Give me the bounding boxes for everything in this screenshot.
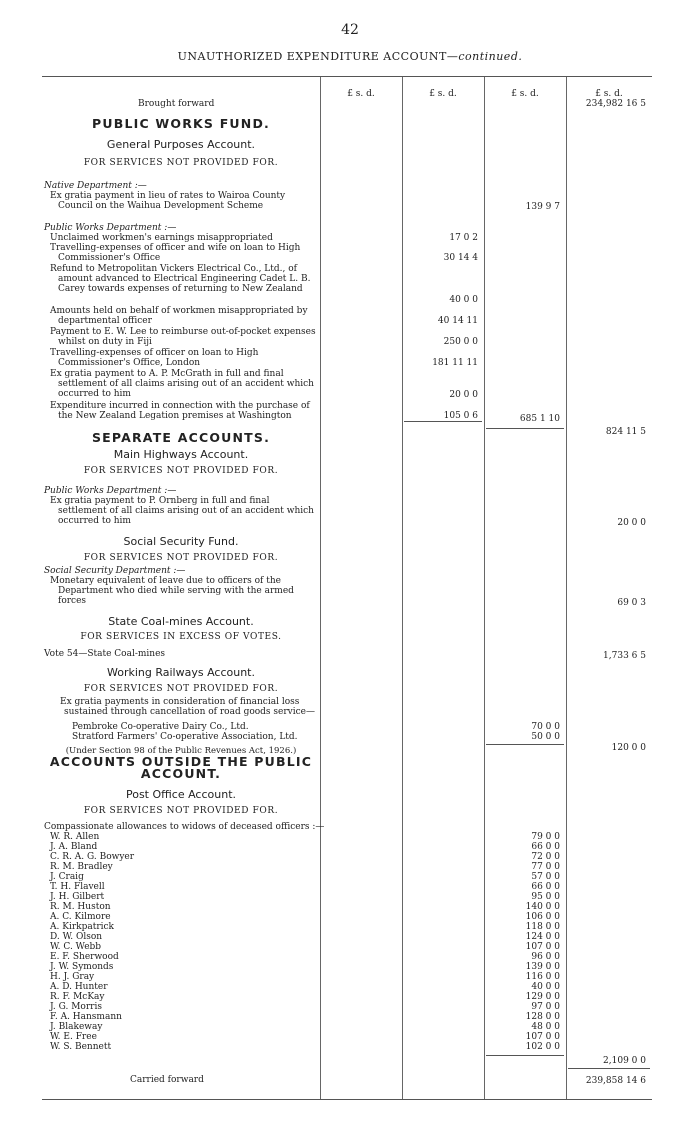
pw-item-amount: 30 14 4 [443,253,478,263]
pw-item-text: Travelling-expenses of officer on loan to High Commissioner's Office, London [50,348,259,368]
widow-amount: 106 0 0 [525,912,560,922]
col-header-2: £ s. d. [429,89,457,99]
widow-amount: 57 0 0 [531,872,560,882]
pw-item-text: Amounts held on behalf of workmen misappropriated by departmental officer [50,306,308,326]
widow-name: W. E. Free [50,1032,97,1042]
widow-amount: 107 0 0 [525,942,560,952]
widow-amount: 77 0 0 [531,862,560,872]
railways-text: Ex gratia payments in consideration of financial loss sustained through cancellation of road goods service— [60,697,315,717]
main-highways-account: Main Highways Account. [113,448,249,461]
widow-amount: 66 0 0 [531,842,560,852]
col-header-1: £ s. d. [347,89,375,99]
social-security-text: Monetary equivalent of leave due to officers of the Department who died while serving with the armed forces [50,576,294,606]
widow-name: H. J. Gray [50,972,95,982]
page-number: 42 [341,22,359,38]
pw-item-amount: 40 0 0 [449,295,478,305]
col-header-3: £ s. d. [511,89,539,99]
widow-name: R. F. McKay [50,992,105,1002]
coal-mines-services: FOR SERVICES IN EXCESS OF VOTES. [80,632,282,642]
separate-accounts-heading: SEPARATE ACCOUNTS. [91,430,271,445]
main-highways-dept: Public Works Department :— [44,486,177,496]
account-table [42,76,652,1100]
widow-name: J. A. Bland [50,842,98,852]
pw-item-text: Payment to E. W. Lee to reimburse out-of-pocket expenses whilst on duty in Fiji [50,327,316,347]
coal-mines-vote: Vote 54—State Coal-mines [44,649,166,659]
pw-item-amount: 181 11 11 [432,358,478,368]
pw-item-text: Expenditure incurred in connection with the purchase of the New Zealand Legation premises at Washington [50,401,310,421]
widow-amount: 97 0 0 [531,1002,560,1012]
carried-forward-label: Carried forward [130,1075,204,1085]
widow-name: J. H. Gilbert [50,892,105,902]
widow-name: E. F. Sherwood [50,952,119,962]
social-security-dept: Social Security Department :— [44,566,186,576]
widows-intro: Compassionate allowances to widows of deceased officers :— [44,822,325,832]
outside-heading-2: ACCOUNT. [140,766,222,781]
public-works-fund-total: 824 11 5 [605,427,646,437]
pw-subtotal: 685 1 10 [519,414,560,424]
brought-forward-label: Brought forward [138,99,215,109]
pw-item-amount: 17 0 2 [449,233,478,243]
main-highways-services: FOR SERVICES NOT PROVIDED FOR. [83,466,279,476]
widow-name: J. Craig [50,872,84,882]
social-security-services: FOR SERVICES NOT PROVIDED FOR. [83,553,279,563]
widow-name: J. G. Morris [50,1002,102,1012]
widow-name: J. W. Symonds [50,962,114,972]
coal-mines-account: State Coal-mines Account. [108,615,254,628]
post-office-account: Post Office Account. [125,788,237,801]
social-security-amount: 69 0 3 [617,598,646,608]
widow-name: W. C. Webb [50,942,102,952]
pw-item-amount: 250 0 0 [443,337,478,347]
widow-amount: 107 0 0 [525,1032,560,1042]
pw-item-amount: 40 14 11 [437,316,478,326]
widow-name: J. Blakeway [50,1022,103,1032]
main-highways-amount: 20 0 0 [617,518,646,528]
section-note: (Under Section 98 of the Public Revenues Act, 1926.) [65,746,297,756]
col-header-4: £ s. d. [595,89,623,99]
widow-amount: 66 0 0 [531,882,560,892]
public-works-services: FOR SERVICES NOT PROVIDED FOR. [83,158,279,168]
widow-amount: 129 0 0 [525,992,560,1002]
railways-account: Working Railways Account. [106,666,255,679]
social-security-account: Social Security Fund. [123,535,239,548]
coal-mines-amount: 1,733 6 5 [603,651,646,661]
brought-forward-total: 234,982 16 5 [585,99,646,109]
pw-item-text: Unclaimed workmen's earnings misappropriated [50,233,273,243]
pw-item-text: Travelling-expenses of officer and wife on loan to High Commissioner's Office [50,243,301,263]
railways-item-amount: 50 0 0 [531,732,560,742]
railways-services: FOR SERVICES NOT PROVIDED FOR. [83,684,279,694]
railways-item-name: Pembroke Co-operative Dairy Co., Ltd. [72,722,249,732]
widow-amount: 96 0 0 [531,952,560,962]
widow-name: A. C. Kilmore [50,912,111,922]
widow-amount: 40 0 0 [531,982,560,992]
widow-name: W. S. Bennett [50,1042,112,1052]
header-continued: —continued. [446,50,523,63]
header-title: UNAUTHORIZED EXPENDITURE ACCOUNT [177,50,447,63]
widow-name: C. R. A. G. Bowyer [50,852,135,862]
native-item-amount: 139 9 7 [525,202,560,212]
widow-name: W. R. Allen [50,832,100,842]
widow-amount: 140 0 0 [525,902,560,912]
pw-item-text: Ex gratia payment to A. P. McGrath in full and final settlement of all claims arising out of an accident which occurred to him [50,369,314,399]
widow-amount: 128 0 0 [525,1012,560,1022]
widow-name: F. A. Hansmann [50,1012,122,1022]
general-purposes-account: General Purposes Account. [106,138,256,151]
carried-forward-total: 239,858 14 6 [585,1076,646,1086]
widow-name: T. H. Flavell [50,882,105,892]
pw-item-text: Refund to Metropolitan Vickers Electrical Co., Ltd., of amount advanced to Electrical Engineering Cadet L. B. Carey towards expenses of returning to New Zealand [50,264,311,294]
pw-dept-label: Public Works Department :— [44,223,177,233]
page-header [0,50,700,63]
main-highways-text: Ex gratia payment to P. Ornberg in full and final settlement of all claims arising out of an accident which occurred to him [50,496,314,526]
widow-amount: 124 0 0 [525,932,560,942]
widow-amount: 48 0 0 [531,1022,560,1032]
public-works-heading: PUBLIC WORKS FUND. [92,116,270,131]
pw-item-amount: 105 0 6 [443,411,478,421]
railways-item-amount: 70 0 0 [531,722,560,732]
widow-name: A. Kirkpatrick [50,922,114,932]
native-dept-label: Native Department :— [44,181,147,191]
widow-amount: 118 0 0 [525,922,560,932]
widow-amount: 79 0 0 [531,832,560,842]
post-office-total: 2,109 0 0 [603,1056,646,1066]
outside-heading-1: ACCOUNTS OUTSIDE THE PUBLIC [49,754,313,769]
widow-name: R. M. Bradley [50,862,113,872]
post-office-services: FOR SERVICES NOT PROVIDED FOR. [83,806,279,816]
widow-amount: 102 0 0 [525,1042,560,1052]
railways-total: 120 0 0 [611,743,646,753]
widow-name: D. W. Olson [50,932,103,942]
widow-amount: 116 0 0 [525,972,560,982]
widow-amount: 95 0 0 [531,892,560,902]
widow-amount: 72 0 0 [531,852,560,862]
widow-amount: 139 0 0 [525,962,560,972]
widow-name: R. M. Huston [50,902,111,912]
native-item-text: Ex gratia payment in lieu of rates to Wairoa County Council on the Waihua Development Scheme [50,191,286,211]
pw-item-amount: 20 0 0 [449,390,478,400]
railways-item-name: Stratford Farmers' Co-operative Association, Ltd. [72,732,298,742]
widow-name: A. D. Hunter [50,982,108,992]
